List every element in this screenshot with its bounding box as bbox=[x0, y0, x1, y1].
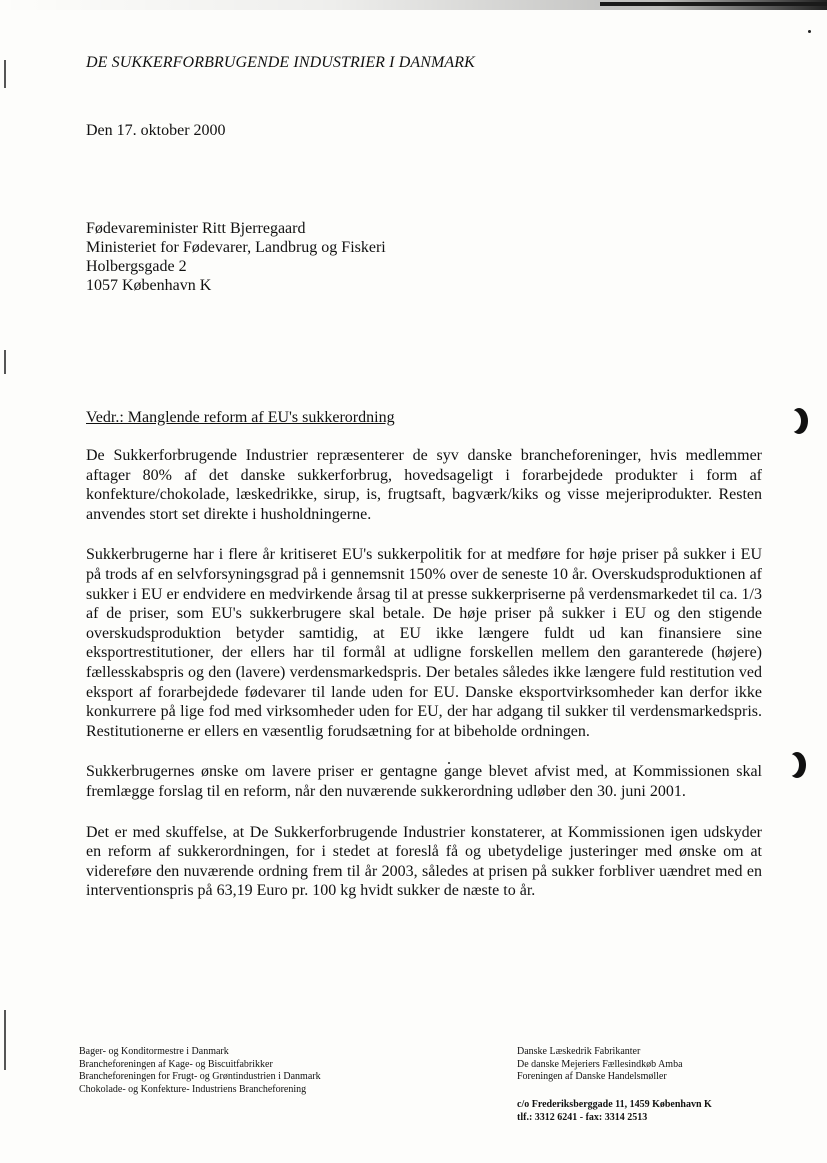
address-line: Holbergsgade 2 bbox=[86, 258, 187, 275]
footer-phone-fax: tlf.: 3312 6241 - fax: 3314 2513 bbox=[517, 1111, 648, 1123]
footer-member: Danske Læskedrik Fabrikanter bbox=[517, 1046, 641, 1057]
address-line: Ministeriet for Fødevarer, Landbrug og Fiskeri bbox=[86, 239, 386, 256]
body-paragraph: Sukkerbrugernes ønske om lavere priser er gentagne gange blevet afvist med, at Kommissionen skal fremlægge forslag til en reform, når den nuværende sukkerordning udløber den 30. juni 2001. bbox=[86, 763, 762, 800]
footer-members-right bbox=[517, 1046, 683, 1084]
recipient-address bbox=[86, 219, 386, 295]
letterhead-title: DE SUKKERFORBRUGENDE INDUSTRIER I DANMARK bbox=[86, 54, 475, 71]
footer-member: Bager- og Konditormestre i Danmark bbox=[79, 1046, 229, 1057]
footer-member: Brancheforeningen af Kage- og Biscuitfabrikker bbox=[79, 1058, 273, 1070]
footer-contact bbox=[517, 1099, 712, 1124]
footer-address: c/o Frederiksberggade 11, 1459 København K bbox=[517, 1099, 712, 1110]
punch-hole-mark bbox=[790, 408, 808, 434]
footer-member: De danske Mejeriers Fællesindkøb Amba bbox=[517, 1058, 683, 1070]
letter-date: Den 17. oktober 2000 bbox=[86, 122, 226, 139]
scan-edge-mark bbox=[4, 60, 6, 88]
scan-edge-line bbox=[600, 2, 827, 6]
body-paragraph: De Sukkerforbrugende Industrier repræsenterer de syv danske brancheforeninger, hvis medlemmer aftager 80% af det danske sukkerforbrug, hovedsageligt i forarbejdede produkter i form af konfekture/chokolade, læskedrikke, sirup, is, frugtsaft, bagværk/kiks og visse mejeriprodukter. Resten anvendes stort set direkte i husholdningerne. bbox=[86, 447, 762, 523]
footer-member: Foreningen af Danske Handelsmøller bbox=[517, 1071, 667, 1082]
body-paragraph: Det er med skuffelse, at De Sukkerforbrugende Industrier konstaterer, at Kommissionen igen udskyder en reform af sukkerordningen, for i stedet at foreslå få og ubetydelige justeringer med ønske om at videreføre den nuværende ordning frem til år 2003, således at prisen på sukker forbliver uændret med en interventionspris på 63,19 Euro pr. 100 kg hvidt sukker de næste to år. bbox=[86, 823, 762, 900]
letter-subject: Vedr.: Manglende reform af EU's sukkerordning bbox=[86, 409, 395, 426]
footer-member: Brancheforeningen for Frugt- og Grøntindustrien i Danmark bbox=[79, 1071, 321, 1082]
scan-edge-mark bbox=[4, 350, 6, 374]
letter-body bbox=[86, 446, 762, 922]
body-paragraph: Sukkerbrugerne har i flere år kritiseret EU's sukkerpolitik for at medføre for høje priser på sukker i EU på trods af en selvforsyningsgrad på i gennemsnit 150% over de seneste 10 år. Overskudsproduktionen af sukker i EU er endvidere en medvirkende årsag til at presse sukkerpriserne på verdensmarkedet til ca. 1/3 af de priser, som EU's sukkerbrugere skal betale. De høje priser på sukker i EU og den stigende overskudsproduktion betyder samtidig, at EU ikke længere fuldt ud kan finansiere sine eksportrestitutioner, der ellers har til formål at udligne forskellen mellem den garanterede (højere) fællesskabspris og den (lavere) verdensmarkedspris. Der betales således ikke længere fuld restitution ved eksport af forarbejdede fødevarer til lande uden for EU. Danske eksportvirksomheder kan derfor ikke konkurrere på lige fod med virksomheder uden for EU, der har adgang til sukker til verdensmarkedspris. Restitutionerne er ellers en væsentlig forudsætning for at bibeholde ordningen. bbox=[86, 546, 762, 740]
scan-speck bbox=[808, 30, 811, 33]
address-line: Fødevareminister Ritt Bjerregaard bbox=[86, 220, 306, 237]
punch-hole-mark bbox=[788, 752, 806, 778]
footer-member: Chokolade- og Konfekture- Industriens Brancheforening bbox=[79, 1083, 307, 1095]
address-line: 1057 København K bbox=[86, 277, 212, 294]
scan-edge-mark bbox=[4, 1010, 6, 1070]
footer-members-left bbox=[79, 1046, 321, 1096]
